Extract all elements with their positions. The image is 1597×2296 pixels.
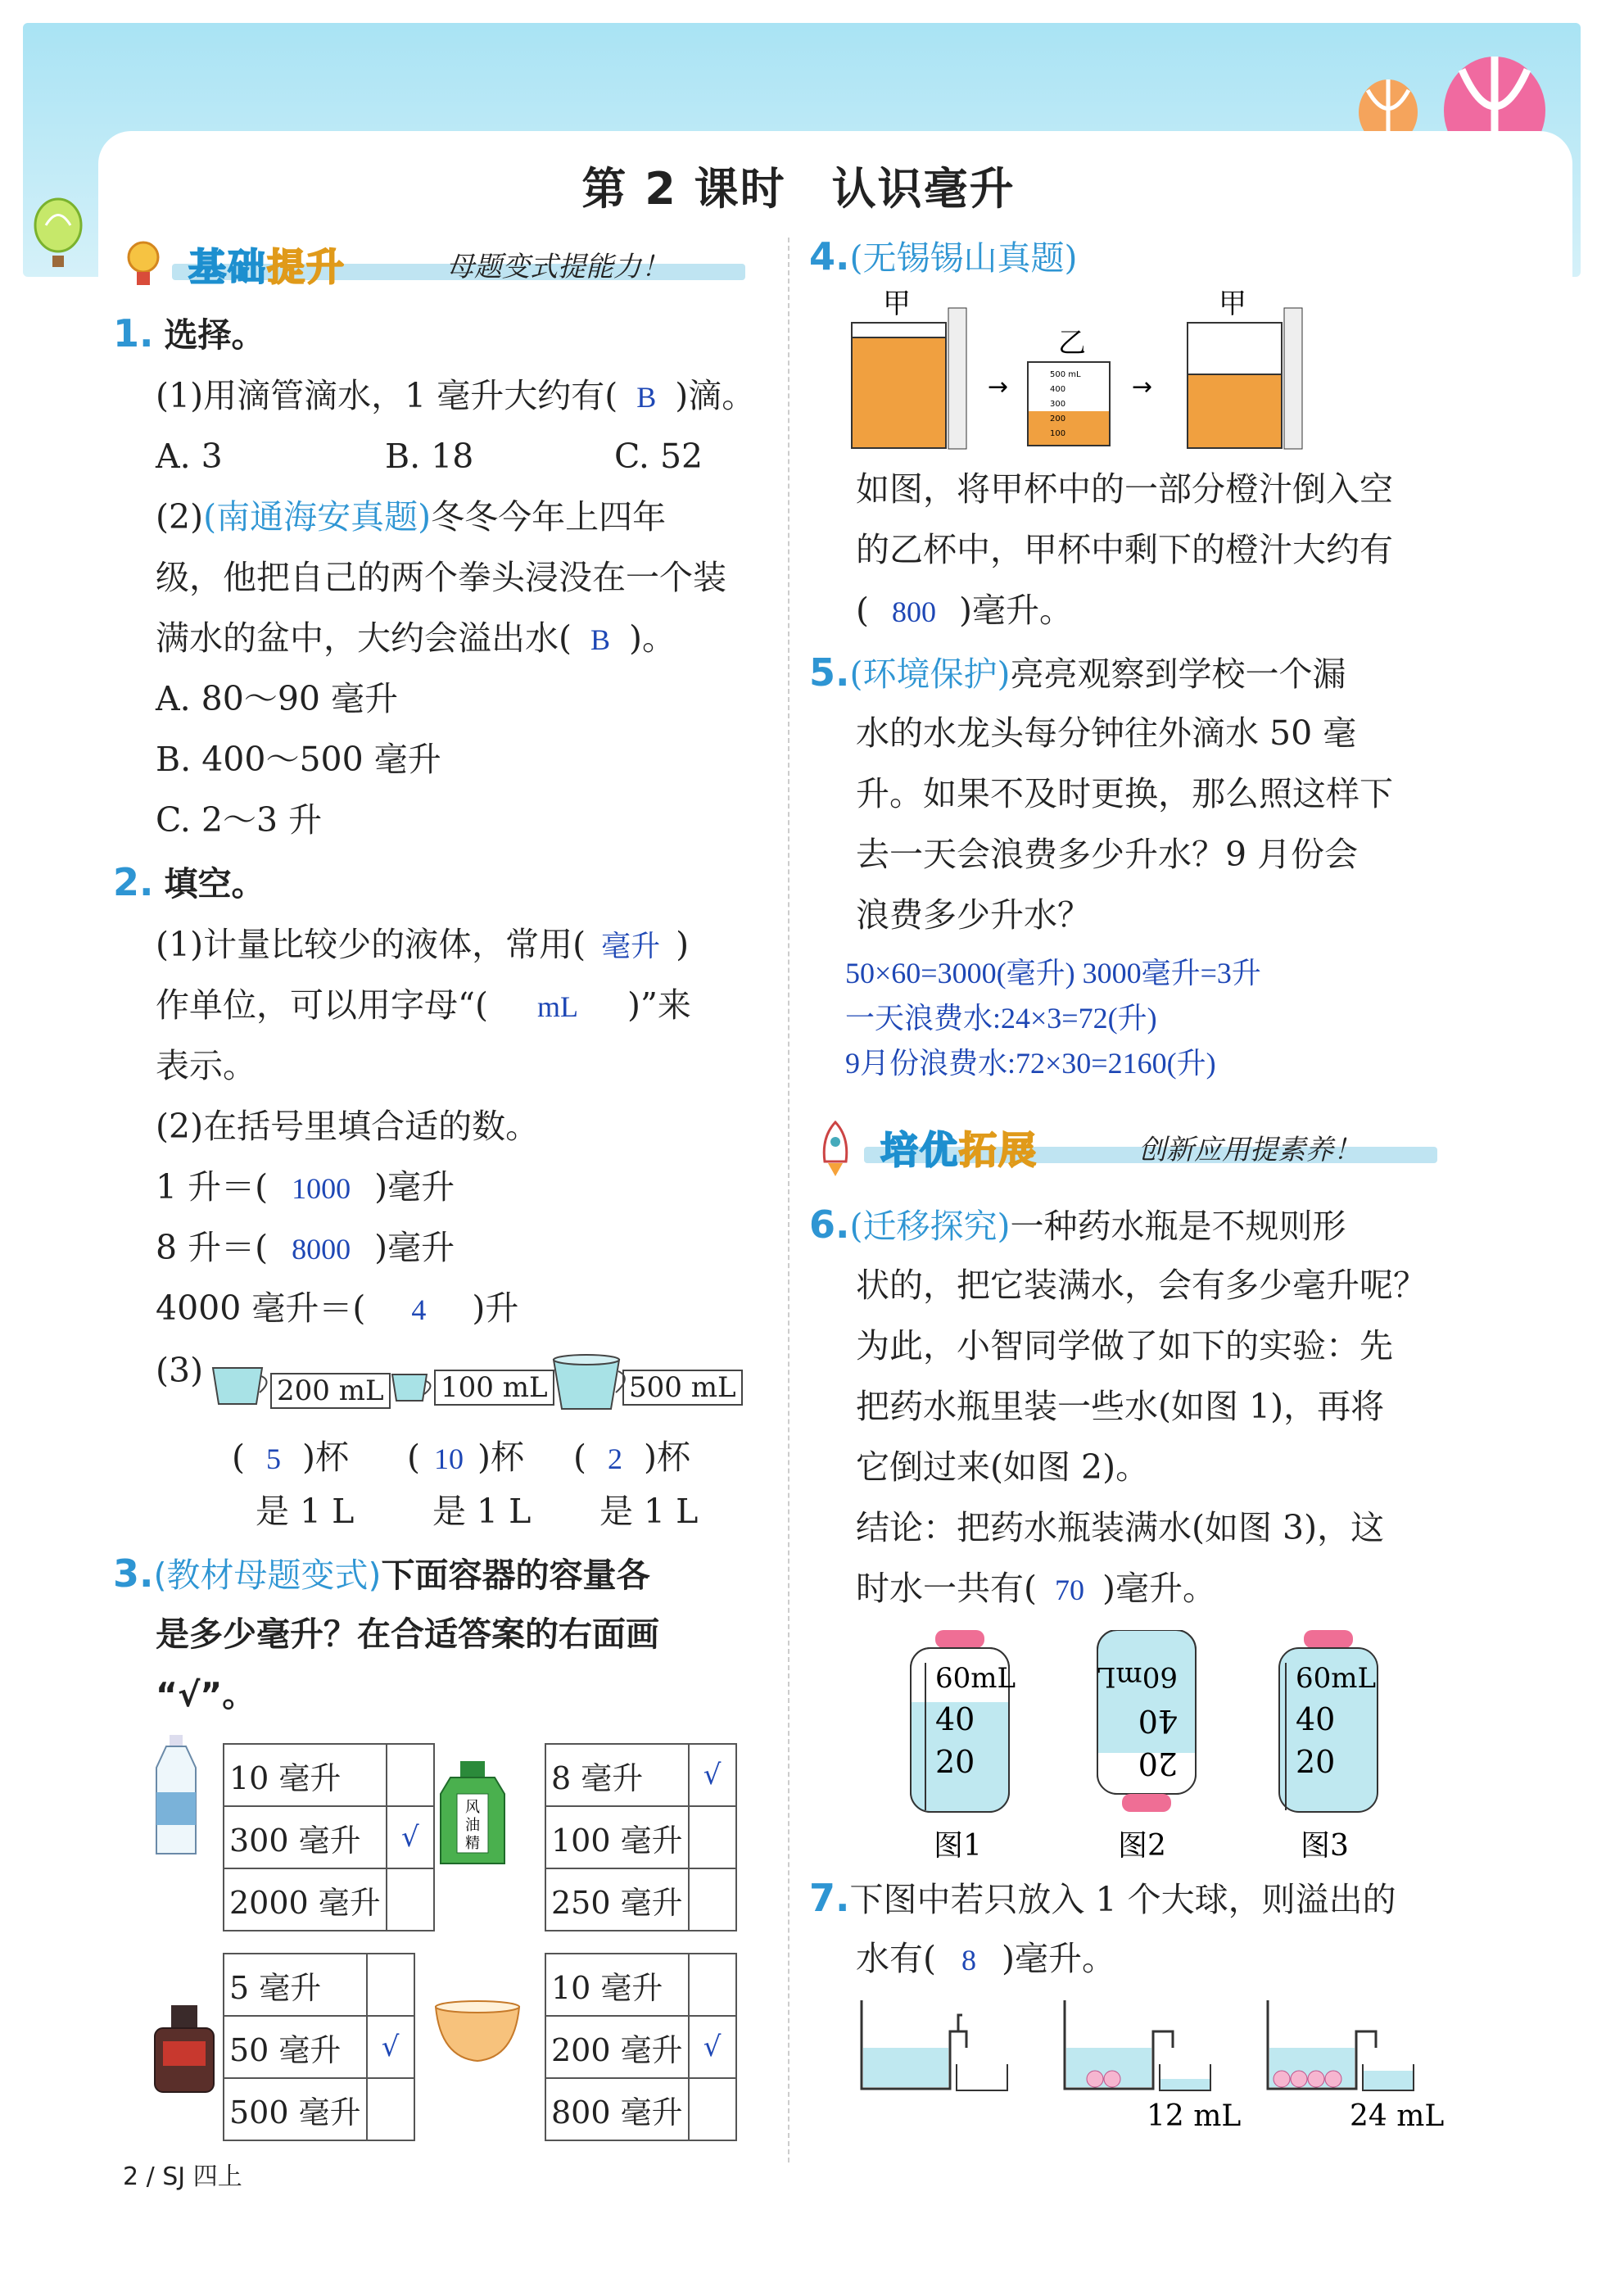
oil-label-char: 风: [465, 1799, 480, 1816]
q2-part1-line3: 表示。: [156, 1046, 256, 1085]
cup-capacity-label: 500 mL: [622, 1370, 743, 1406]
q1-part2-option-a: A. 80～90 毫升: [156, 679, 399, 718]
capacity-option: 8 毫升: [545, 1744, 689, 1806]
tank-2: [1065, 2000, 1210, 2090]
q1-part1-option-c: C. 52: [614, 437, 703, 476]
q1-part1-option-b: B. 18: [385, 437, 474, 476]
q5-work-line: 50×60=3000(毫升) 3000毫升=3升: [845, 957, 1261, 989]
capacity-option: 800 毫升: [545, 2078, 689, 2140]
q4-line3: ( 800 )毫升。: [856, 580, 1073, 642]
tank-1: [862, 2000, 1007, 2090]
q1-part1-option-a: A. 3: [156, 437, 223, 476]
cup-icon: [209, 1361, 274, 1411]
section-name-accent: 拓展: [959, 1128, 1038, 1172]
overflow-label: 12 mL: [1147, 2099, 1242, 2130]
q5-line3: 升。如果不及时更换，那么照这样下: [856, 774, 1393, 813]
overflow-tanks-figure: [860, 1999, 1458, 2130]
beaker-scale-label: 400: [1050, 385, 1066, 394]
capacity-option-row: [545, 2078, 736, 2140]
section-name: 培优: [880, 1128, 959, 1172]
q2-row: 8 升＝( 8000 )毫升: [156, 1217, 455, 1279]
cup-note: 是 1 L: [599, 1492, 699, 1531]
question-4: 4.(无锡锡山真题): [809, 234, 1078, 279]
question-7: 7.下图中若只放入 1 个大球，则溢出的: [809, 1876, 1396, 1920]
q2-part1-line2: 作单位，可以用字母“( mL )”来: [156, 975, 691, 1037]
capacity-option-row: [224, 1868, 434, 1931]
check-cell: [689, 1868, 736, 1931]
q6-line7: 时水一共有( 70 )毫升。: [856, 1558, 1216, 1620]
arrow-icon: →: [1132, 373, 1153, 401]
capacity-option: 500 毫升: [224, 2078, 367, 2140]
check-cell: [689, 1954, 736, 2016]
answer: mL: [536, 990, 578, 1023]
q2-row: 4000 毫升＝( 4 )升: [156, 1278, 518, 1340]
overflow-label: 24 mL: [1350, 2099, 1445, 2130]
cup-icon: [550, 1353, 632, 1414]
capacity-table-ink: [223, 1953, 415, 2141]
oil-bottle-icon: [436, 1761, 509, 1868]
capacity-option-row: [224, 2016, 414, 2078]
check-cell: [387, 1744, 434, 1806]
section-banner-extend: [815, 1121, 1445, 1178]
capacity-table-oil: [545, 1743, 737, 1931]
page-footer: 2 / SJ 四上: [123, 2162, 242, 2191]
capacity-option: 10 毫升: [545, 1954, 689, 2016]
capacity-option: 10 毫升: [224, 1744, 387, 1806]
q6-line2: 状的，把它装满水，会有多少毫升呢？: [856, 1266, 1427, 1305]
q5-line2: 水的水龙头每分钟往外滴水 50 毫: [856, 713, 1357, 753]
section-slogan: 母题变式提能力！: [446, 251, 669, 283]
beaker-scale-label: 200: [1050, 414, 1066, 423]
figure-caption: 图3: [1301, 1829, 1349, 1859]
cup-answer: ( 10 )杯: [407, 1427, 524, 1489]
scale-label: 40: [1296, 1701, 1336, 1737]
cup-jia-label: 甲: [1219, 288, 1246, 320]
q6-line4: 把药水瓶里装一些水(如图 1)，再将: [856, 1387, 1385, 1426]
water-bottle-icon: [152, 1735, 201, 1858]
capacity-table-bottle: [223, 1743, 435, 1931]
question-1: 1. 选择。: [113, 311, 265, 355]
q6-line5: 它倒过来(如图 2)。: [856, 1447, 1150, 1487]
answer: 2: [608, 1442, 622, 1475]
answer: 1000: [292, 1172, 351, 1205]
q3-line3: “√”。: [156, 1675, 256, 1714]
question-3: 3.(教材母题变式)下面容器的容量各: [113, 1551, 650, 1596]
lightbulb-icon: [123, 238, 164, 292]
q1-part2-line2: 级，他把自己的两个拳头浸没在一个装: [156, 558, 726, 597]
scale-label: 40: [1138, 1703, 1178, 1739]
capacity-option: 50 毫升: [224, 2016, 367, 2078]
figure-caption: 图1: [934, 1829, 982, 1859]
tank-3: [1268, 2000, 1414, 2090]
capacity-option: 300 毫升: [224, 1806, 387, 1868]
capacity-option: 2000 毫升: [224, 1868, 387, 1931]
check-cell: [387, 1868, 434, 1931]
oil-label-char: 油: [465, 1817, 480, 1834]
capacity-option-row: [545, 1954, 736, 2016]
figure-caption: 图2: [1118, 1829, 1166, 1859]
beaker-scale-label: 100: [1050, 429, 1066, 438]
answer: 800: [892, 596, 936, 628]
scale-label: 60mL: [935, 1662, 1016, 1695]
q7-line2: 水有( 8 )毫升。: [856, 1928, 1115, 1990]
check-cell: √: [689, 2016, 736, 2078]
cup-answer: ( 5 )杯: [232, 1427, 349, 1489]
q5-work-line: 一天浪费水:24×3=72(升): [845, 1002, 1157, 1035]
q2-part2: (2)在括号里填合适的数。: [156, 1107, 540, 1146]
capacity-option-row: [224, 1744, 434, 1806]
q2-part3: (3): [156, 1351, 204, 1390]
arrow-icon: →: [988, 373, 1009, 401]
q1-part2-line1: (2)(南通海安真题)冬冬今年上四年: [156, 497, 667, 537]
rocket-icon: [815, 1121, 856, 1178]
q2-row: 1 升＝( 1000 )毫升: [156, 1157, 455, 1219]
beaker-scale-label: 300: [1050, 400, 1066, 409]
check-cell: √: [367, 2016, 414, 2078]
scale-label: 60mL: [1097, 1660, 1178, 1693]
q5-line4: 去一天会浪费多少升水？9 月份会: [856, 835, 1359, 874]
check-cell: √: [387, 1806, 434, 1868]
q5-work-line: 9月份浪费水:72×30=2160(升): [845, 1047, 1216, 1080]
oil-label-char: 精: [465, 1835, 480, 1852]
capacity-option-row: [224, 2078, 414, 2140]
scale-label: 20: [1296, 1744, 1336, 1780]
bowl-icon: [432, 2000, 523, 2066]
scale-label: 20: [935, 1744, 975, 1780]
section-name: 基础: [188, 245, 267, 289]
capacity-option: 100 毫升: [545, 1806, 689, 1868]
capacity-option-row: [224, 1954, 414, 2016]
cup-note: 是 1 L: [256, 1492, 355, 1531]
scale-label: 60mL: [1296, 1662, 1377, 1695]
cup-answer: ( 2 )杯: [573, 1427, 690, 1489]
cup-icon: [389, 1370, 438, 1406]
capacity-option-row: [224, 1806, 434, 1868]
cup-capacity-label: 100 mL: [434, 1370, 554, 1406]
q2-part1-line1: (1)计量比较少的液体，常用( 毫升 ): [156, 914, 689, 976]
q4-line2: 的乙杯中，甲杯中剩下的橙汁大约有: [856, 530, 1393, 569]
capacity-table-bowl: [545, 1953, 737, 2141]
cup-yi-label: 乙: [1058, 327, 1086, 360]
check-cell: √: [689, 1744, 736, 1806]
q4-line1: 如图，将甲杯中的一部分橙汁倒入空: [856, 469, 1393, 509]
answer: 10: [434, 1442, 464, 1475]
cup-jia-label: 甲: [883, 288, 911, 320]
page-title: 第 2 课时 认识毫升: [581, 163, 1016, 215]
capacity-option-row: [545, 1806, 736, 1868]
check-cell: [689, 2078, 736, 2140]
beaker-scale-label: 500 mL: [1050, 370, 1081, 379]
check-cell: [367, 2078, 414, 2140]
question-5: 5.(环境保护)亮亮观察到学校一个漏: [809, 650, 1346, 695]
cup-note: 是 1 L: [432, 1492, 532, 1531]
q3-line2: 是多少毫升？在合适答案的右面画: [156, 1614, 659, 1654]
answer: B: [590, 623, 610, 656]
capacity-option-row: [545, 1868, 736, 1931]
capacity-option: 200 毫升: [545, 2016, 689, 2078]
scale-label: 20: [1138, 1746, 1178, 1782]
medicine-bottle-figures: [901, 1630, 1458, 1859]
q1-part2-option-b: B. 400～500 毫升: [156, 740, 441, 779]
check-cell: [689, 1806, 736, 1868]
q6-line6: 结论：把药水瓶装满水(如图 3)，这: [856, 1508, 1385, 1547]
answer: 4: [411, 1293, 427, 1326]
q1-part2-option-c: C. 2～3 升: [156, 800, 323, 840]
section-name-accent: 提升: [267, 245, 346, 289]
cup-capacity-label: 200 mL: [270, 1373, 391, 1409]
capacity-option: 250 毫升: [545, 1868, 689, 1931]
capacity-option: 5 毫升: [224, 1954, 367, 2016]
answer: 8: [961, 1944, 976, 1977]
answer: 8000: [292, 1233, 351, 1266]
juice-beakers-figure: [844, 288, 1335, 452]
question-6: 6.(迁移探究)一种药水瓶是不规则形: [809, 1202, 1346, 1247]
check-cell: [367, 1954, 414, 2016]
answer: 5: [266, 1442, 281, 1475]
ink-bottle-icon: [152, 2005, 217, 2095]
capacity-option-row: [545, 2016, 736, 2078]
q1-part2-line3: 满水的盆中，大约会溢出水( B )。: [156, 608, 676, 670]
capacity-option-row: [545, 1744, 736, 1806]
answer: B: [636, 381, 657, 414]
column-divider: [788, 238, 789, 2162]
q6-line3: 为此，小智同学做了如下的实验：先: [856, 1326, 1393, 1365]
q5-line5: 浪费多少升水？: [856, 895, 1091, 935]
question-2: 2. 填空。: [113, 860, 265, 904]
section-banner-basic: [123, 238, 745, 295]
answer: 70: [1055, 1574, 1084, 1606]
answer: 毫升: [601, 930, 661, 962]
scale-label: 40: [935, 1701, 975, 1737]
q1-part1: (1)用滴管滴水，1 毫升大约有( B )滴。: [156, 365, 755, 428]
section-slogan: 创新应用提素养！: [1138, 1134, 1361, 1166]
